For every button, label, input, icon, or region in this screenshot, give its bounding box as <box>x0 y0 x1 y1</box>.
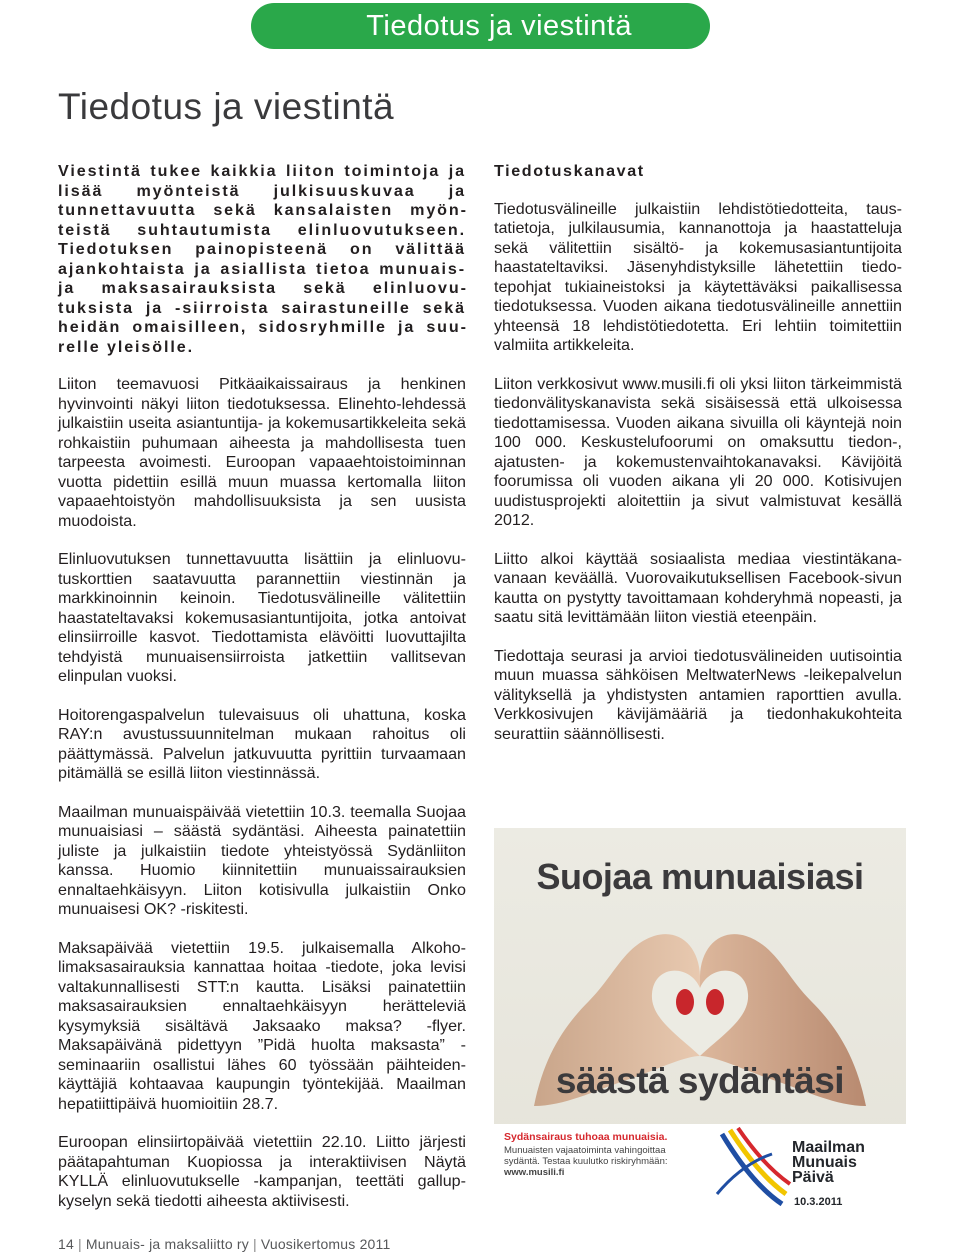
body-paragraph: Maailman munuaispäivää vietettiin 10.3. teemalla Suojaa munuaisiasi – säästä sydäntäsi. Aiheesta painatettiin juliste ja julkaistiin tiedote yhteistyössä Sydänliiton kanssa. Huomio kiinnitettiin munuaissairauksien ennaltaehkäisyyn. Liiton kotisivulla julkaistiin Onko munuaisesi OK? -riskitesti. <box>58 802 466 918</box>
lead-paragraph: Viestintä tukee kaikkia liiton toimintoja ja lisää myönteistä julkisuuskuvaa ja tunnettavuutta sekä kansalaisten myönteistä suhtautumista elinluovutukseen. Tiedotuksen painopisteenä on välittää ajankohtaista ja asiallista tietoa munuais- ja maksasairauksista sekä elinluovutuksista ja -siirroista sairastuneille sekä heidän omaisilleen, sidosryhmille ja suurelle yleisölle. <box>58 162 466 356</box>
page-title: Tiedotus ja viestintä <box>58 86 395 127</box>
logo-date: 10.3.2011 <box>794 1196 843 1208</box>
section-tab-label: Tiedotus ja viestintä <box>366 9 632 42</box>
page-number: 14 <box>58 1236 74 1252</box>
body-paragraph: Elinluovutuksen tunnettavuutta lisättiin ja elinluovutuskorttien saatavuutta parannettiin viestinnän ja markkinoinnin keinoin. Tiedotusvälineille välitettiin haastateltavaksi kokemusasiantuntijoita, jotka antoivat elinsiirroille kasvot. Tiedottamista elävöitti luovuttajilta tehdyistä munuaisensiirroista jatkettiin vallitsevan elinpulan vuoksi. <box>58 550 466 685</box>
page-footer <box>58 1236 390 1252</box>
body-paragraph: Tiedottaja seurasi ja arvioi tiedotusvälineiden uutisointia muun muassa sähköisen MeltwaterNews -leikepalvelun välityksellä ja yhdistysten antamien raporttien avulla. Verkkosivujen kävijämääriä ja tiedonhakukohteita seurattiin säännöllisesti. <box>494 646 902 743</box>
body-paragraph: Maksapäivää vietettiin 19.5. julkaisemalla Alkoholimaksasairauksia kannattaa hoitaa -tiedote, joka levisi valtakunnallisesti STT:n kautta. Lisäksi painatettiin maksasairauksien ennaltaehkäisyyn herätteleviä kysymyksiä sisältävä Jaksaako maksa? -flyer. Maksapäivänä pidettyyn ”Pidä huolta maksasta” -seminaariin osallistui lähes 60 työssään päihteidenkäyttäjiä kohtaavaa kaupungin työntekijää. Maailman hepatiittipäivä huomioitiin 28.7. <box>58 938 466 1113</box>
body-paragraph: Liiton verkkosivut www.musili.fi oli yksi liiton tärkeimmistä tiedonvälityskanavista sekä sisäisessä että ulkoisessa tiedottamisessa. Vuoden aikana sivuilla oli käyntejä noin 100 000. Keskustelufoorumi on omaksuttu tiedon-, ajatusten- ja kokemustenvaihtokanavaksi. Kävijöitä foorumissa oli vuoden aikana yli 20 000. Kotisivujen uudistusprojekti aloitettiin ja sivut valmistuvat kesällä 2012. <box>494 374 902 529</box>
poster-info-text <box>504 1132 704 1178</box>
section-tab <box>251 3 710 49</box>
poster-body-line: sydäntä. Testaa kuulutko riskiryhmään: <box>504 1156 668 1167</box>
body-paragraph: Liiton teemavuosi Pitkäaikaissairaus ja henkinen hyvinvointi näkyi liiton tiedotuksessa. Elinehto-lehdessä julkaistiin useita asiantuntija- ja kokemusartikkeleita sekä rohkaistiin puhumaan aiheesta ja mahdollisesta tuen tarpeesta avoimesti. Euroopan vapaaehtoistoiminnan vuotta pidettiin esillä muun muassa kertomalla liiton vapaaehtoistyön mahdollisuuksista ja sen uusista muodoista. <box>58 375 466 530</box>
poster-footer <box>494 1124 906 1213</box>
body-paragraph: Liitto alkoi käyttää sosiaalista mediaa viestintäkanavanaan keväällä. Vuorovaikutuksellisen Facebook-sivun kautta on pystytty tavoittamaan kohderyhmä nopeasti, ja saatu sitä levittämään liiton viestiä eteenpäin. <box>494 549 902 626</box>
body-paragraph: Euroopan elinsiirtopäivää vietettiin 22.10. Liitto järjesti päätapahtuman Kuopiossa ja interaktiivisen Näytä KYLLÄ elinluovutukselle -kampanjan, teettäti gallup-kyselyn sekä tiedotti aiheesta aktiivisesti. <box>58 1133 466 1210</box>
body-paragraph: Hoitorengaspalvelun tulevaisuus oli uhattuna, koska RAY:n avustussuunnitelman mukaan rahoitus oli päättymässä. Palvelun jatkuvuutta pyrittiin turvaamaan pitämällä se esillä liiton viestinnässä. <box>58 705 466 782</box>
logo-line: Maailman <box>792 1139 865 1156</box>
footer-separator: | <box>77 1236 82 1252</box>
world-kidney-day-logo <box>712 1124 898 1213</box>
logo-line: Päivä <box>792 1169 834 1186</box>
poster-red-headline: Sydänsairaus tuhoaa munuaisia. <box>504 1131 668 1143</box>
footer-org: Munuais- ja maksaliitto ry <box>85 1236 249 1252</box>
campaign-poster <box>494 828 906 1213</box>
logo-line: Munuais <box>792 1154 857 1171</box>
kidney-day-logo-icon <box>712 1124 792 1213</box>
kidney-left-icon <box>676 989 694 1015</box>
poster-url: www.musili.fi <box>504 1167 565 1178</box>
poster-subtitle: säästä sydäntäsi <box>555 1060 845 1101</box>
left-column <box>58 162 466 1230</box>
poster-title: Suojaa munuaisiasi <box>536 856 864 897</box>
section-heading: Tiedotuskanavat <box>494 162 645 180</box>
kidney-right-icon <box>706 989 724 1015</box>
poster-body-line: Munuaisten vajaatoiminta vahingoittaa <box>504 1145 666 1156</box>
logo-wordmark <box>792 1140 865 1185</box>
right-column <box>494 162 902 763</box>
footer-separator: | <box>252 1236 257 1252</box>
body-paragraph: Tiedotusvälineille julkaistiin lehdistötiedotteita, taustatietoja, julkilausumia, kannanottoja ja haastatteluja sekä välitettiin sisältö- ja kokemusasiantuntijoita haastateltaviksi. Jäsenyhdistyksille lähetettiin tiedotepohjat tukiaineistoksi ja käytettäväksi paikallisessa tiedotuksessa. Vuoden aikana tiedotusvälineille annettiin yhteensä 18 lehdistötiedotetta. Eri lehtiin toimitettiin valmiita artikkeleita. <box>494 199 902 354</box>
footer-publication: Vuosikertomus 2011 <box>260 1236 391 1252</box>
